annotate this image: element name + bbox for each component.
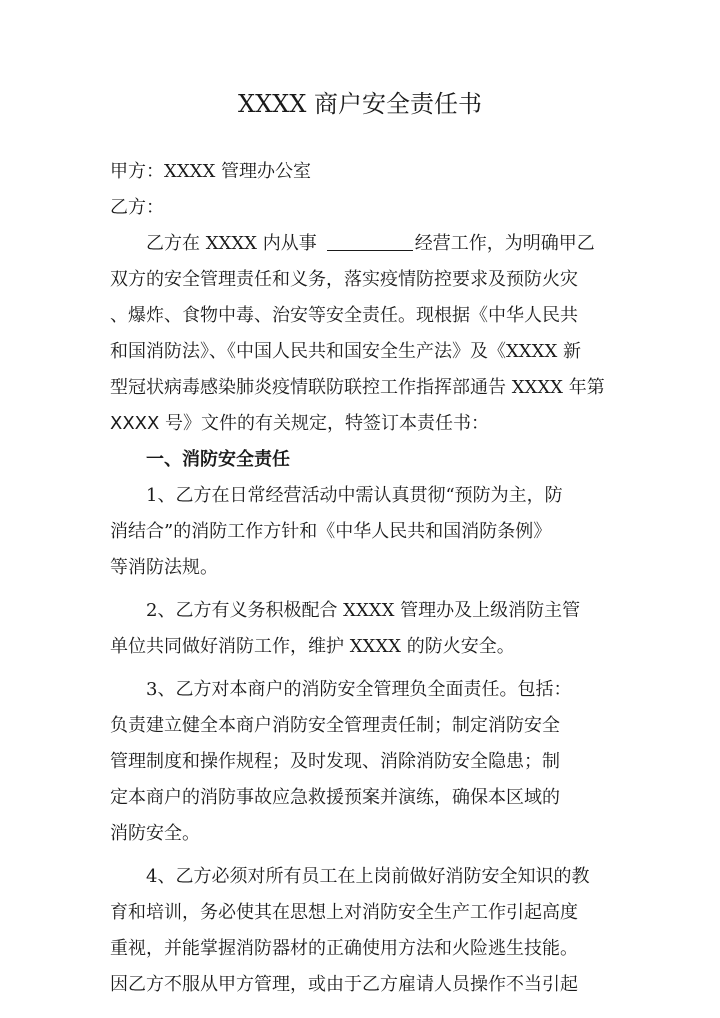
item-3-line-1: 3、乙方对本商户的消防安全管理负全面责任。包括： — [146, 679, 572, 700]
intro-line-2: 双方的安全管理责任和义务，落实疫情防控要求及预防火灾 — [110, 269, 578, 290]
intro-line-6-text: 号》文件的有关规定，特签订本责任书： — [159, 413, 490, 434]
item-1-line-2: 消结合”的消防工作方针和《中华人民共和国消防条例》 — [110, 521, 552, 542]
item-4-line-3: 重视，并能掌握消防器材的正确使用方法和火险逃生技能。 — [110, 938, 578, 959]
intro-line-4: 和国消防法》、《中国人民共和国安全生产法》及《XXXX 新 — [110, 341, 581, 362]
intro-text-before-blank: 乙方在 XXXX 内从事 — [146, 233, 317, 254]
item-2-line-2: 单位共同做好消防工作，维护 XXXX 的防火安全。 — [110, 636, 515, 657]
section-1-heading: 一、消防安全责任 — [146, 449, 290, 470]
item-3-line-2: 负责建立健全本商户消防安全管理责任制；制定消防安全 — [110, 715, 560, 736]
item-3-line-5: 消防安全。 — [110, 823, 200, 844]
item-3-line-3: 管理制度和操作规程；及时发现、消除消防安全隐患；制 — [110, 751, 560, 772]
business-type-blank — [327, 230, 413, 251]
notice-number-placeholder: XXXX — [110, 413, 160, 434]
item-1-line-3: 等消防法规。 — [110, 557, 218, 578]
document-body — [110, 154, 630, 1003]
intro-line-5: 型冠状病毒感染肺炎疫情联防联控工作指挥部通告 XXXX 年第 — [110, 377, 605, 398]
document-title: XXXX 商户安全责任书 — [238, 90, 482, 118]
item-3-line-4: 定本商户的消防事故应急救援预案并演练，确保本区域的 — [110, 787, 560, 808]
party-a-line: 甲方：XXXX 管理办公室 — [110, 161, 311, 182]
item-4-line-1: 4、乙方必须对所有员工在上岗前做好消防安全知识的教 — [146, 866, 590, 887]
item-2-line-1: 2、乙方有义务积极配合 XXXX 管理办及上级消防主管 — [146, 600, 581, 621]
item-1-line-1: 1、乙方在日常经营活动中需认真贯彻“预防为主，防 — [146, 485, 563, 506]
item-4-line-4: 因乙方不服从甲方管理，或由于乙方雇请人员操作不当引起 — [110, 974, 578, 995]
intro-line-3: 、爆炸、食物中毒、治安等安全责任。现根据《中华人民共 — [110, 305, 578, 326]
intro-line-1 — [110, 226, 630, 262]
item-4-line-2: 育和培训，务必使其在思想上对消防安全生产工作引起高度 — [110, 902, 578, 923]
intro-text-after-blank: 经营工作，为明确甲乙 — [414, 233, 595, 254]
party-b-line: 乙方： — [110, 197, 164, 218]
intro-line-6 — [110, 406, 630, 442]
